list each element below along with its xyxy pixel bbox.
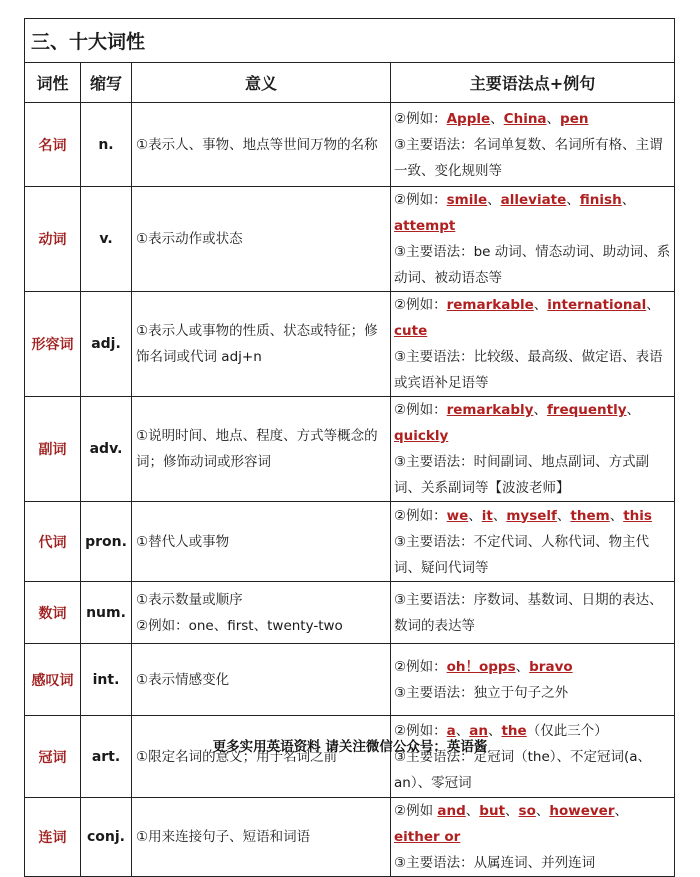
example-word: attempt xyxy=(394,218,456,234)
pos-name: 动词 xyxy=(25,187,81,292)
example-word: but xyxy=(479,803,506,819)
example-word: frequently xyxy=(546,402,627,418)
grammar-line: ③主要语法：定冠词（the）、不定冠词(a、an）、零冠词 xyxy=(394,748,652,791)
grammar-line: ③主要语法：名词单复数、名词所有格、主谓一致、变化规则等 xyxy=(394,136,663,179)
example-prefix: ②例如 xyxy=(394,803,438,819)
meaning-line: ①表示人、事物、地点等世间万物的名称 xyxy=(136,136,378,153)
example-prefix: ②例如： xyxy=(394,722,447,739)
pos-name: 感叹词 xyxy=(25,644,81,716)
meaning-line: ②例如：one、first、twenty-two xyxy=(136,617,343,634)
example-word: the xyxy=(501,722,527,739)
example-line: ②例如 and、but、so、however、either or xyxy=(394,803,628,845)
example-prefix: ②例如： xyxy=(394,507,447,524)
example-word: an xyxy=(469,722,488,739)
table-row xyxy=(25,187,675,292)
header-meaning: 意义 xyxy=(132,63,391,103)
example-word: finish xyxy=(579,192,622,208)
pos-abbreviation: num. xyxy=(81,582,132,644)
pos-abbreviation: adj. xyxy=(81,292,132,397)
example-word: remarkably xyxy=(446,402,534,418)
pos-meaning xyxy=(132,798,391,877)
example-word: bravo xyxy=(529,658,573,675)
grammar-points xyxy=(391,103,675,187)
example-line: ②例如：Apple、China、pen xyxy=(394,110,589,127)
meaning-line: ①替代人或事物 xyxy=(136,533,230,550)
grammar-points xyxy=(391,716,675,798)
example-word: a xyxy=(446,722,456,739)
pos-name: 副词 xyxy=(25,397,81,502)
grammar-points xyxy=(391,644,675,716)
table-row xyxy=(25,798,675,877)
pos-meaning xyxy=(132,292,391,397)
pos-abbreviation: adv. xyxy=(81,397,132,502)
example-word: and xyxy=(437,803,466,819)
example-word: pen xyxy=(560,110,589,127)
pos-name: 数词 xyxy=(25,582,81,644)
pos-meaning xyxy=(132,502,391,582)
example-word: remarkable xyxy=(446,297,534,313)
pos-name: 冠词 xyxy=(25,716,81,798)
meaning-line: ①说明时间、地点、程度、方式等概念的词；修饰动词或形容词 xyxy=(136,428,378,470)
example-line: ②例如：remarkable、international、cute xyxy=(394,297,660,339)
pos-name: 连词 xyxy=(25,798,81,877)
pos-abbreviation: v. xyxy=(81,187,132,292)
table-row xyxy=(25,397,675,502)
pos-abbreviation: pron. xyxy=(81,502,132,582)
example-word: international xyxy=(547,297,647,313)
example-prefix: ②例如： xyxy=(394,402,447,418)
table-row xyxy=(25,716,675,798)
pos-name: 形容词 xyxy=(25,292,81,397)
example-word: this xyxy=(623,507,652,524)
example-word: however xyxy=(549,803,615,819)
example-word: China xyxy=(503,110,547,127)
table-body xyxy=(25,103,675,877)
header-abbr: 缩写 xyxy=(81,63,132,103)
pos-meaning xyxy=(132,644,391,716)
meaning-line: ①表示情感变化 xyxy=(136,671,230,688)
meaning-line: ①限定名词的意义；用于名词之前 xyxy=(136,748,338,765)
example-word: so xyxy=(518,803,536,819)
grammar-line: ③主要语法：时间副词、地点副词、方式副词、关系副词等【波波老师】 xyxy=(394,454,650,496)
example-word: oh！opps xyxy=(446,658,516,675)
grammar-points xyxy=(391,397,675,502)
grammar-points xyxy=(391,292,675,397)
pos-meaning xyxy=(132,187,391,292)
pos-abbreviation: int. xyxy=(81,644,132,716)
table-row xyxy=(25,103,675,187)
grammar-line: ③主要语法：be 动词、情态动词、助动词、系动词、被动语态等 xyxy=(394,244,671,286)
grammar-line: ③主要语法：序数词、基数词、日期的表达、数词的表达等 xyxy=(394,591,663,634)
pos-abbreviation: n. xyxy=(81,103,132,187)
pos-abbreviation: conj. xyxy=(81,798,132,877)
table-title: 三、十大词性 xyxy=(25,19,675,63)
grammar-line: ③主要语法：不定代词、人称代词、物主代词、疑问代词等 xyxy=(394,533,650,576)
example-word: smile xyxy=(446,192,488,208)
meaning-line: ①表示数量或顺序 xyxy=(136,591,243,608)
example-line: ②例如：remarkably、frequently、quickly xyxy=(394,402,641,444)
grammar-line: ③主要语法：独立于句子之外 xyxy=(394,684,569,701)
header-pos: 词性 xyxy=(25,63,81,103)
grammar-points xyxy=(391,187,675,292)
example-word: we xyxy=(446,507,469,524)
example-line: ②例如：oh！opps、bravo xyxy=(394,658,573,675)
example-suffix: （仅此三个） xyxy=(526,722,608,739)
pos-meaning xyxy=(132,103,391,187)
meaning-line: ①表示人或事物的性质、状态或特征；修饰名词或代词 adj+n xyxy=(136,323,378,365)
example-word: either or xyxy=(394,829,461,845)
grammar-points xyxy=(391,798,675,877)
pos-name: 代词 xyxy=(25,502,81,582)
example-prefix: ②例如： xyxy=(394,110,447,127)
example-prefix: ②例如： xyxy=(394,192,447,208)
example-word: them xyxy=(570,507,610,524)
grammar-line: ③主要语法：从属连词、并列连词 xyxy=(394,855,596,871)
table-row xyxy=(25,644,675,716)
example-word: alleviate xyxy=(500,192,567,208)
example-word: it xyxy=(481,507,493,524)
table-row xyxy=(25,582,675,644)
grammar-points xyxy=(391,502,675,582)
table-row xyxy=(25,502,675,582)
pos-meaning xyxy=(132,397,391,502)
pos-abbreviation: art. xyxy=(81,716,132,798)
example-line: ②例如：we、it、myself、them、this xyxy=(394,507,652,524)
example-word: myself xyxy=(506,507,557,524)
example-prefix: ②例如： xyxy=(394,297,447,313)
example-line: ②例如：a、an、the（仅此三个） xyxy=(394,722,608,739)
pos-meaning xyxy=(132,582,391,644)
pos-meaning xyxy=(132,716,391,798)
parts-of-speech-table xyxy=(24,18,675,877)
example-line: ②例如：smile、alleviate、finish、attempt xyxy=(394,192,636,234)
meaning-line: ①表示动作或状态 xyxy=(136,231,243,247)
pos-name: 名词 xyxy=(25,103,81,187)
example-prefix: ②例如： xyxy=(394,658,447,675)
table-row xyxy=(25,292,675,397)
example-word: Apple xyxy=(446,110,491,127)
grammar-line: ③主要语法：比较级、最高级、做定语、表语或宾语补足语等 xyxy=(394,349,663,391)
header-grammar: 主要语法点+例句 xyxy=(391,63,675,103)
example-word: quickly xyxy=(394,428,449,444)
meaning-line: ①用来连接句子、短语和词语 xyxy=(136,829,311,845)
grammar-points xyxy=(391,582,675,644)
example-word: cute xyxy=(394,323,428,339)
watermark-text: 更多实用英语资料 请关注微信公众号：英语酱 xyxy=(212,739,488,755)
